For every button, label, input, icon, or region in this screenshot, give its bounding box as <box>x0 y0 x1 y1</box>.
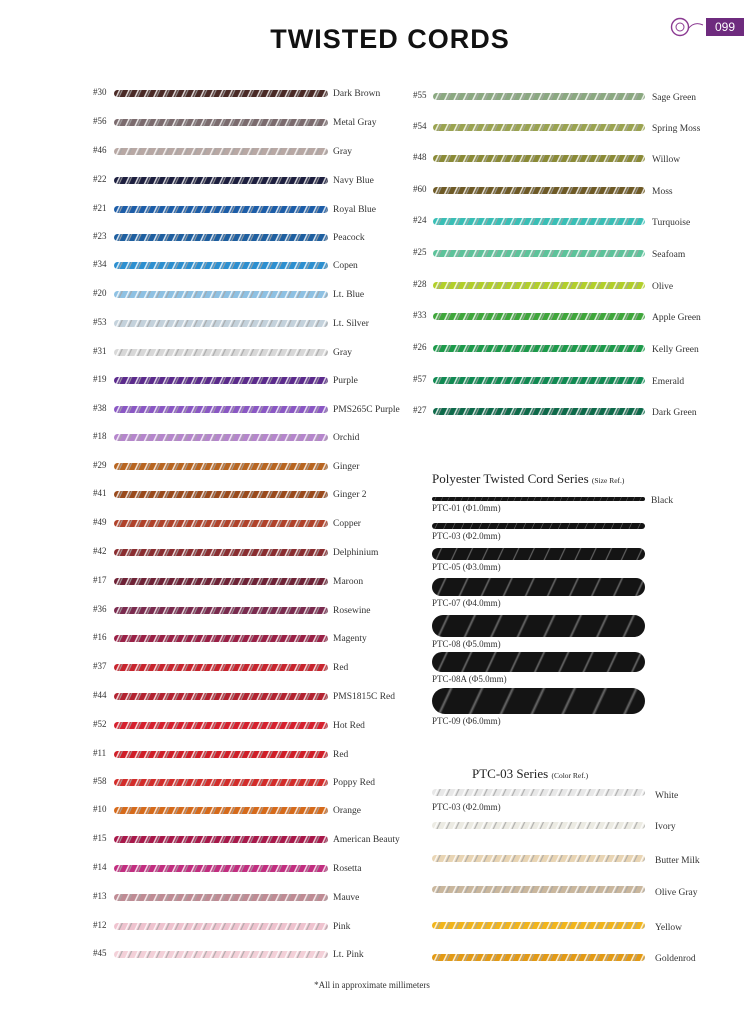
black-cord-swatch <box>432 688 645 714</box>
cord-swatch <box>114 951 328 958</box>
cord-code: #36 <box>93 604 107 614</box>
cord-swatch <box>114 177 328 184</box>
ptc-size-label: PTC-08 (Φ5.0mm) <box>432 639 501 649</box>
ptc03-color-name: Ivory <box>655 822 676 832</box>
cord-name: Spring Moss <box>652 124 701 134</box>
cord-swatch <box>114 377 328 384</box>
cord-code: #45 <box>93 948 107 958</box>
page-badge <box>670 17 744 37</box>
ptc03-swatch <box>432 855 645 862</box>
cord-swatch <box>114 693 328 700</box>
cord-code: #24 <box>413 215 427 225</box>
cord-code: #44 <box>93 690 107 700</box>
cord-row <box>93 920 413 938</box>
cord-name: Orange <box>333 806 361 816</box>
cord-swatch <box>114 320 328 327</box>
cord-row <box>93 604 413 622</box>
cord-code: #58 <box>93 776 107 786</box>
cord-code: #52 <box>93 719 107 729</box>
cord-swatch <box>114 406 328 413</box>
cord-name: Turquoise <box>652 218 691 228</box>
cord-row <box>93 748 413 766</box>
cord-code: #60 <box>413 184 427 194</box>
ptc03-color-name: Butter Milk <box>655 856 700 866</box>
ptc03-color-name: Goldenrod <box>655 954 696 964</box>
cord-name: Ginger <box>333 462 360 472</box>
ptc03-series-heading <box>472 766 588 782</box>
cord-code: #19 <box>93 374 107 384</box>
cord-row <box>93 460 413 478</box>
cord-row <box>413 184 738 202</box>
cord-swatch <box>114 549 328 556</box>
cord-code: #41 <box>93 488 107 498</box>
cord-name: Rosewine <box>333 606 371 616</box>
cord-swatch <box>433 282 645 289</box>
cord-row <box>93 804 413 822</box>
black-cord-swatch <box>432 652 645 672</box>
cord-row <box>413 247 738 265</box>
cord-name: Emerald <box>652 377 685 387</box>
cord-row <box>413 279 738 297</box>
cord-row <box>93 891 413 909</box>
cord-name: Lt. Silver <box>333 319 369 329</box>
cord-name: Moss <box>652 187 673 197</box>
cord-swatch <box>114 148 328 155</box>
cord-swatch <box>114 722 328 729</box>
black-cord-swatch <box>432 523 645 529</box>
cord-swatch <box>114 234 328 241</box>
cord-name: Delphinium <box>333 548 379 558</box>
cord-name: Red <box>333 750 349 760</box>
cord-code: #13 <box>93 891 107 901</box>
cord-row <box>93 174 413 192</box>
cord-name: Hot Red <box>333 721 365 731</box>
ptc03-swatch <box>432 789 645 796</box>
cord-name: Mauve <box>333 893 360 903</box>
ptc-size-label: PTC-05 (Φ3.0mm) <box>432 562 501 572</box>
cord-code: #17 <box>93 575 107 585</box>
ptc03-swatch <box>432 886 645 893</box>
color-ref-note: (Color Ref.) <box>551 771 589 780</box>
cord-row <box>413 215 738 233</box>
cord-name: Seafoam <box>652 250 686 260</box>
cord-name: Navy Blue <box>333 176 374 186</box>
ptc03-color-name: Yellow <box>655 923 683 933</box>
cord-name: Lt. Pink <box>333 950 364 960</box>
cord-swatch <box>114 463 328 470</box>
cord-code: #22 <box>93 174 107 184</box>
cord-swatch <box>114 90 328 97</box>
cord-swatch <box>433 345 645 352</box>
page-number: 099 <box>706 18 744 36</box>
cord-code: #31 <box>93 346 107 356</box>
cord-row <box>93 833 413 851</box>
cord-swatch <box>114 349 328 356</box>
cord-swatch <box>114 578 328 585</box>
cord-name: Peacock <box>333 233 365 243</box>
cord-name: Magenty <box>333 634 367 644</box>
page-title: TWISTED CORDS <box>270 24 510 54</box>
cord-name: Olive <box>652 282 674 292</box>
cord-code: #29 <box>93 460 107 470</box>
ptc-size-label: PTC-03 (Φ2.0mm) <box>432 531 501 541</box>
ptc-size-label: PTC-09 (Φ6.0mm) <box>432 716 501 726</box>
cord-name: PMS265C Purple <box>333 405 400 415</box>
cord-row <box>93 517 413 535</box>
cord-row <box>413 152 738 170</box>
ptc03-series-title: PTC-03 Series <box>472 766 549 781</box>
cord-name: Purple <box>333 376 358 386</box>
cord-swatch <box>433 250 645 257</box>
polyester-color-name: Black <box>651 496 674 506</box>
cord-swatch <box>433 408 645 415</box>
cord-row <box>93 346 413 364</box>
cord-swatch <box>114 291 328 298</box>
cord-name: Willow <box>652 155 681 165</box>
cord-name: Orchid <box>333 433 360 443</box>
cord-name: Copper <box>333 519 361 529</box>
cord-name: Red <box>333 663 349 673</box>
cord-code: #42 <box>93 546 107 556</box>
ptc03-color-name: White <box>655 791 679 801</box>
cord-name: Maroon <box>333 577 364 587</box>
cord-name: American Beauty <box>333 835 400 845</box>
cord-swatch <box>433 187 645 194</box>
cord-swatch <box>433 93 645 100</box>
cord-row <box>93 116 413 134</box>
cord-row <box>93 661 413 679</box>
cord-swatch <box>433 124 645 131</box>
cord-code: #25 <box>413 247 427 257</box>
polyester-series-heading <box>432 471 624 487</box>
cord-swatch <box>114 206 328 213</box>
cord-name: Dark Green <box>652 408 697 418</box>
cord-row <box>413 342 738 360</box>
cord-row <box>93 145 413 163</box>
brand-logo-icon <box>670 17 704 37</box>
cord-row <box>93 374 413 392</box>
cord-name: PMS1815C Red <box>333 692 396 702</box>
cord-row <box>93 231 413 249</box>
black-cord-swatch <box>432 615 645 637</box>
cord-name: Dark Brown <box>333 89 381 99</box>
cord-swatch <box>114 434 328 441</box>
cord-code: #33 <box>413 310 427 320</box>
cord-name: Gray <box>333 147 352 157</box>
cord-code: #56 <box>93 116 107 126</box>
cord-row <box>413 374 738 392</box>
cord-code: #15 <box>93 833 107 843</box>
cord-code: #53 <box>93 317 107 327</box>
cord-row <box>93 575 413 593</box>
cord-row <box>93 632 413 650</box>
polyester-series-title: Polyester Twisted Cord Series <box>432 471 589 486</box>
cord-name: Poppy Red <box>333 778 375 788</box>
cord-row <box>93 488 413 506</box>
cord-swatch <box>114 751 328 758</box>
cord-code: #12 <box>93 920 107 930</box>
cord-code: #54 <box>413 121 427 131</box>
cord-row <box>93 403 413 421</box>
cord-name: Lt. Blue <box>333 290 365 300</box>
cord-row <box>93 87 413 105</box>
ptc03-size-label: PTC-03 (Φ2.0mm) <box>432 802 501 812</box>
cord-swatch <box>114 635 328 642</box>
cord-code: #34 <box>93 259 107 269</box>
cord-swatch <box>114 262 328 269</box>
cord-swatch <box>433 377 645 384</box>
cord-code: #26 <box>413 342 427 352</box>
cord-code: #27 <box>413 405 427 415</box>
cord-swatch <box>114 664 328 671</box>
cord-row <box>93 431 413 449</box>
cord-row <box>93 546 413 564</box>
cord-code: #10 <box>93 804 107 814</box>
cord-swatch <box>114 520 328 527</box>
ptc03-swatch <box>432 922 645 929</box>
cord-code: #16 <box>93 632 107 642</box>
cord-row <box>413 310 738 328</box>
ptc-size-label: PTC-07 (Φ4.0mm) <box>432 598 501 608</box>
cord-row <box>93 288 413 306</box>
black-cord-swatch <box>432 578 645 596</box>
cord-name: Ginger 2 <box>333 490 367 500</box>
cord-row <box>93 776 413 794</box>
cord-swatch <box>114 923 328 930</box>
cord-swatch <box>433 313 645 320</box>
cord-code: #23 <box>93 231 107 241</box>
cord-row <box>93 259 413 277</box>
cord-code: #14 <box>93 862 107 872</box>
cord-code: #48 <box>413 152 427 162</box>
cord-name: Metal Gray <box>333 118 377 128</box>
cord-code: #57 <box>413 374 427 384</box>
cord-row <box>93 719 413 737</box>
cord-swatch <box>114 807 328 814</box>
cord-row <box>93 203 413 221</box>
cord-code: #55 <box>413 90 427 100</box>
cord-name: Kelly Green <box>652 345 699 355</box>
cord-code: #18 <box>93 431 107 441</box>
ptc03-color-name: Olive Gray <box>655 888 698 898</box>
ptc-size-label: PTC-01 (Φ1.0mm) <box>432 503 501 513</box>
ptc03-swatch <box>432 822 645 829</box>
cord-code: #11 <box>93 748 107 758</box>
cord-code: #38 <box>93 403 107 413</box>
cord-code: #30 <box>93 87 107 97</box>
footnote: *All in approximate millimeters <box>314 980 430 990</box>
cord-swatch <box>433 155 645 162</box>
cord-row <box>93 948 413 966</box>
cord-code: #37 <box>93 661 107 671</box>
cord-name: Gray <box>333 348 352 358</box>
cord-name: Rosetta <box>333 864 362 874</box>
cord-name: Copen <box>333 261 358 271</box>
size-ref-note: (Size Ref.) <box>591 476 625 485</box>
cord-swatch <box>114 865 328 872</box>
cord-row <box>93 690 413 708</box>
cord-name: Pink <box>333 922 351 932</box>
cord-swatch <box>114 491 328 498</box>
cord-swatch <box>114 607 328 614</box>
cord-code: #20 <box>93 288 107 298</box>
cord-row <box>413 405 738 423</box>
cord-swatch <box>114 779 328 786</box>
cord-row <box>93 862 413 880</box>
cord-code: #28 <box>413 279 427 289</box>
cord-swatch <box>433 218 645 225</box>
cord-code: #21 <box>93 203 107 213</box>
black-cord-swatch <box>432 548 645 560</box>
black-cord-swatch <box>432 497 645 501</box>
cord-code: #49 <box>93 517 107 527</box>
cord-name: Apple Green <box>652 313 701 323</box>
cord-name: Royal Blue <box>333 205 377 215</box>
cord-swatch <box>114 119 328 126</box>
cord-swatch <box>114 836 328 843</box>
cord-row <box>413 90 738 108</box>
cord-row <box>93 317 413 335</box>
cord-name: Sage Green <box>652 93 697 103</box>
cord-code: #46 <box>93 145 107 155</box>
cord-swatch <box>114 894 328 901</box>
ptc-size-label: PTC-08A (Φ5.0mm) <box>432 674 507 684</box>
ptc03-swatch <box>432 954 645 961</box>
cord-row <box>413 121 738 139</box>
